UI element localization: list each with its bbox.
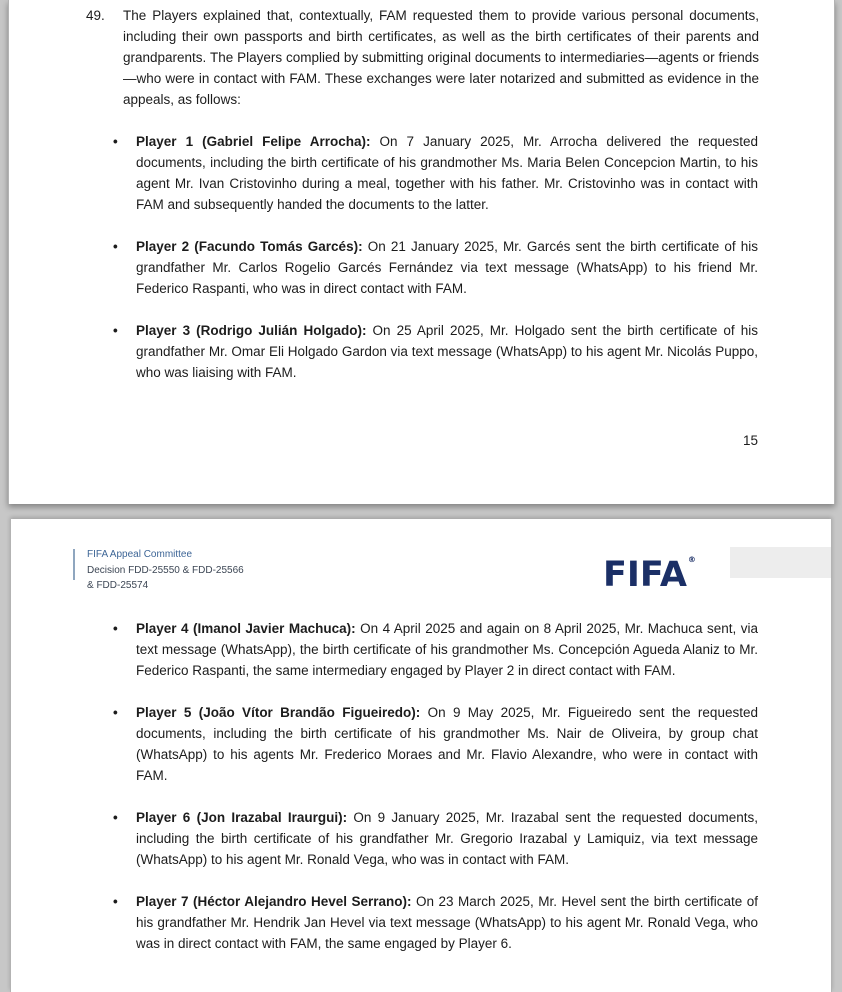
player-7-label: Player 7 (Héctor Alejandro Hevel Serrano):	[136, 894, 412, 909]
player-4-text: On 4 April 2025 and again on 8 April 2025, Mr. Machuca sent, via text message (WhatsApp), the birth certificate of his grandmother Ms. Concepción Agueda Alaniz to Mr. Federico Raspanti, the same intermediary engaged by Player 2 in direct contact with FAM.	[136, 621, 758, 678]
document-header	[87, 547, 244, 594]
decision-number-line-2: & FDD-25574	[87, 580, 149, 591]
registered-trademark-icon: ®	[687, 555, 696, 564]
player-5-text: On 9 May 2025, Mr. Figueiredo sent the requested documents, including the birth certificate of his grandmother Ms. Nair de Oliveira, by group chat (WhatsApp) to his agents Mr. Frederico Moraes and Mr. Flavio Alexandre, who were in contact with FAM.	[136, 705, 758, 783]
bullet-item-player-5	[113, 702, 758, 786]
player-2-entry	[136, 236, 758, 299]
player-1-label: Player 1 (Gabriel Felipe Arrocha):	[136, 134, 371, 149]
player-bullet-list-page-2	[11, 618, 831, 954]
fifa-logo-text: FIFA	[603, 555, 687, 595]
player-3-entry	[136, 320, 758, 383]
player-7-text: On 23 March 2025, Mr. Hevel sent the birth certificate of his grandfather Mr. Hendrik Jan Hevel via text message (WhatsApp) to his agent Mr. Ronald Vega, who was in direct contact with FAM, the same engaged by Player 6.	[136, 894, 758, 951]
player-1-text: On 7 January 2025, Mr. Arrocha delivered the requested documents, including the birth certificate of his grandmother Ms. Maria Belen Concepcion Martin, to his agent Mr. Ivan Cristovinho during a meal, together with his father. Mr. Cristovinho was in contact with FAM and subsequently handed the documents to the latter.	[136, 134, 758, 212]
bullet-icon: •	[113, 621, 118, 636]
player-6-text: On 9 January 2025, Mr. Irazabal sent the requested documents, including the birth certificate of his grandfather Mr. Gregorio Irazabal y Lamiquiz, via text message (WhatsApp) to his agent Mr. Ronald Vega, who was in contact with FAM.	[136, 810, 758, 867]
player-4-entry	[136, 618, 758, 681]
player-2-label: Player 2 (Facundo Tomás Garcés):	[136, 239, 363, 254]
bullet-icon: •	[113, 894, 118, 909]
bullet-item-player-3	[113, 320, 758, 383]
player-3-label: Player 3 (Rodrigo Julián Holgado):	[136, 323, 367, 338]
bullet-item-player-1	[113, 131, 758, 215]
decision-number-line-1: Decision FDD-25550 & FDD-25566	[87, 564, 244, 576]
bullet-item-player-6	[113, 807, 758, 870]
player-6-label: Player 6 (Jon Irazabal Iraurgui):	[136, 810, 348, 825]
bullet-icon: •	[113, 134, 118, 149]
fifa-logo	[603, 541, 696, 594]
bullet-icon: •	[113, 810, 118, 825]
player-1-entry	[136, 131, 758, 215]
page-number: 15	[742, 433, 758, 448]
document-page-2	[10, 519, 832, 992]
player-bullet-list-page-1	[9, 131, 834, 383]
header-vertical-rule	[73, 549, 75, 580]
player-7-entry	[136, 891, 758, 954]
player-5-label: Player 5 (João Vítor Brandão Figueiredo):	[136, 705, 421, 720]
bullet-icon: •	[113, 705, 118, 720]
bullet-icon: •	[113, 323, 118, 338]
paragraph-49	[86, 5, 759, 110]
player-6-entry	[136, 807, 758, 870]
player-2-text: On 21 January 2025, Mr. Garcés sent the birth certificate of his grandfather Mr. Carlos Rogelio Garcés Fernández via text message (WhatsApp) to his friend Mr. Federico Raspanti, who was in direct contact with FAM.	[136, 239, 758, 296]
document-page-1	[8, 0, 835, 504]
bullet-item-player-2	[113, 236, 758, 299]
player-5-entry	[136, 702, 758, 786]
bullet-icon: •	[113, 239, 118, 254]
paragraph-number: 49.	[86, 8, 105, 23]
committee-title: FIFA Appeal Committee	[87, 549, 193, 560]
player-3-text: On 25 April 2025, Mr. Holgado sent the birth certificate of his grandfather Mr. Omar Eli Holgado Gardon via text message (WhatsApp) to his agent Mr. Nicolás Puppo, who was liaising with FAM.	[136, 323, 758, 380]
bullet-item-player-7	[113, 891, 758, 954]
paragraph-text: The Players explained that, contextually, FAM requested them to provide various personal documents, including their own passports and birth certificates, as well as the birth certificates of their parents and grandparents. The Players complied by submitting original documents to intermediaries—agents or friends—who were in contact with FAM. These exchanges were later notarized and submitted as evidence in the appeals, as follows:	[123, 8, 759, 107]
bullet-item-player-4	[113, 618, 758, 681]
player-4-label: Player 4 (Imanol Javier Machuca):	[136, 621, 356, 636]
header-redaction-box	[730, 547, 831, 578]
